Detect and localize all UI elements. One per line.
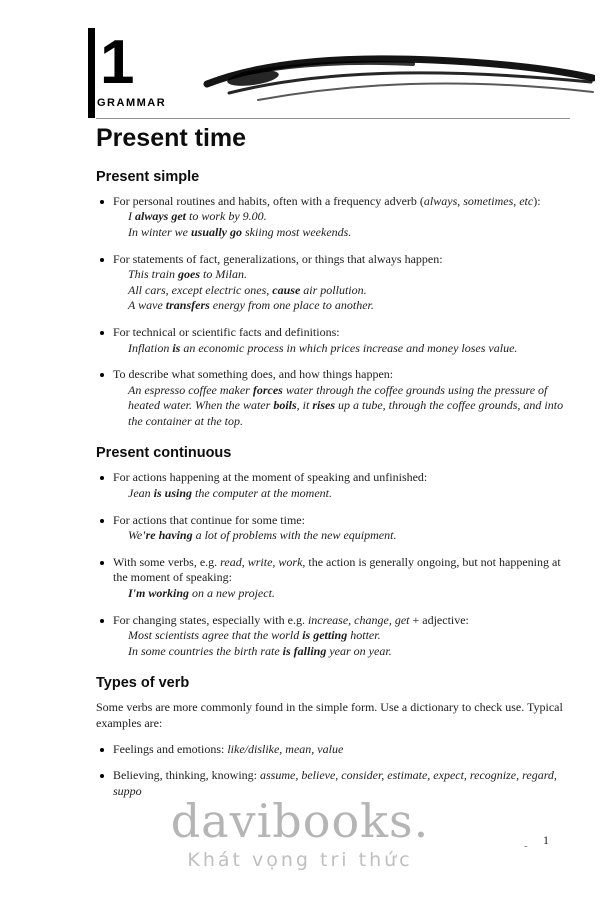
bullet-dot — [100, 476, 104, 480]
bullet-dot — [100, 519, 104, 523]
bullet-text: For personal routines and habits, often with a frequency adverb (always, sometimes, etc): — [113, 193, 541, 208]
bullet-text: For changing states, especially with e.g. increase, change, get + adjective: — [113, 612, 469, 627]
watermark-slogan-text: Khát vọng tri thức — [187, 848, 413, 871]
bullet-item — [96, 367, 570, 429]
example-line: Inflation is an economic process in which prices increase and money loses value. — [128, 340, 518, 355]
bullet-text: For actions happening at the moment of speaking and unfinished: — [113, 470, 428, 485]
section-heading-present-simple: Present simple — [96, 168, 200, 185]
section-heading-present-continuous: Present continuous — [96, 445, 232, 462]
bullet-text: Feelings and emotions: like/dislike, mean, value — [113, 741, 344, 756]
bullet-text: For actions that continue for some time: — [113, 512, 305, 527]
bullet-item — [96, 555, 570, 602]
bullet-item — [96, 513, 570, 544]
example-line: In some countries the birth rate is falling year on year. — [128, 643, 392, 658]
bullet-item — [96, 742, 570, 758]
bullet-item — [96, 325, 570, 356]
section-intro: Some verbs are more commonly found in the simple form. Use a dictionary to check use. Typical examples are: — [96, 700, 563, 730]
example-line: All cars, except electric ones, cause air pollution. — [128, 282, 367, 297]
watermark-brand-text: davibooks. — [170, 794, 430, 848]
example-line: In winter we usually go skiing most weekends. — [128, 224, 352, 239]
page-content — [96, 118, 570, 810]
chapter-accent-bar — [88, 28, 95, 118]
bullet-dot — [100, 748, 104, 752]
bullet-dot — [100, 561, 104, 565]
bullet-text: With some verbs, e.g. read, write, work, the action is generally ongoing, but not happening at the moment of speaking: — [113, 554, 561, 585]
stray-print-mark: - — [524, 840, 528, 852]
page-title: Present time — [96, 124, 247, 152]
bullet-text: For statements of fact, generalizations, or things that always happen: — [113, 251, 443, 266]
bullet-item — [96, 194, 570, 241]
bullet-dot — [100, 200, 104, 204]
bullet-text: To describe what something does, and how things happen: — [113, 367, 394, 382]
example-line: I always get to work by 9.00. — [128, 209, 267, 224]
ink-swoosh-decoration — [203, 50, 595, 104]
bullet-dot — [100, 619, 104, 623]
example-line: Jean is using the computer at the moment. — [128, 486, 332, 501]
example-line: This train goes to Milan. — [128, 267, 248, 282]
bullet-item — [96, 613, 570, 660]
bullet-text: Believing, thinking, knowing: assume, believe, consider, estimate, expect, recognize, regard, suppo — [113, 768, 557, 798]
bullet-item — [96, 252, 570, 314]
bullet-dot — [100, 373, 104, 377]
chapter-label: GRAMMAR — [97, 97, 167, 109]
bullet-dot — [100, 331, 104, 335]
example-line: I'm working on a new project. — [128, 586, 275, 601]
example-line: We're having a lot of problems with the new equipment. — [128, 528, 397, 543]
chapter-number: 1 — [100, 28, 135, 97]
bullet-item — [96, 470, 570, 501]
example-line: A wave transfers energy from one place to another. — [128, 298, 374, 313]
page-number: 1 — [543, 833, 549, 847]
example-paragraph: An espresso coffee maker forces water through the coffee grounds using the pressure of heated water. When the water boils, it rises up a tube, through the coffee grounds, and into the container at the top. — [128, 382, 564, 428]
bullet-item — [96, 768, 570, 799]
example-line: Most scientists agree that the world is getting hotter. — [128, 628, 381, 643]
bullet-dot — [100, 258, 104, 262]
bullet-dot — [100, 774, 104, 778]
bullet-text: For technical or scientific facts and definitions: — [113, 324, 340, 339]
section-heading-types-of-verb: Types of verb — [96, 675, 190, 692]
